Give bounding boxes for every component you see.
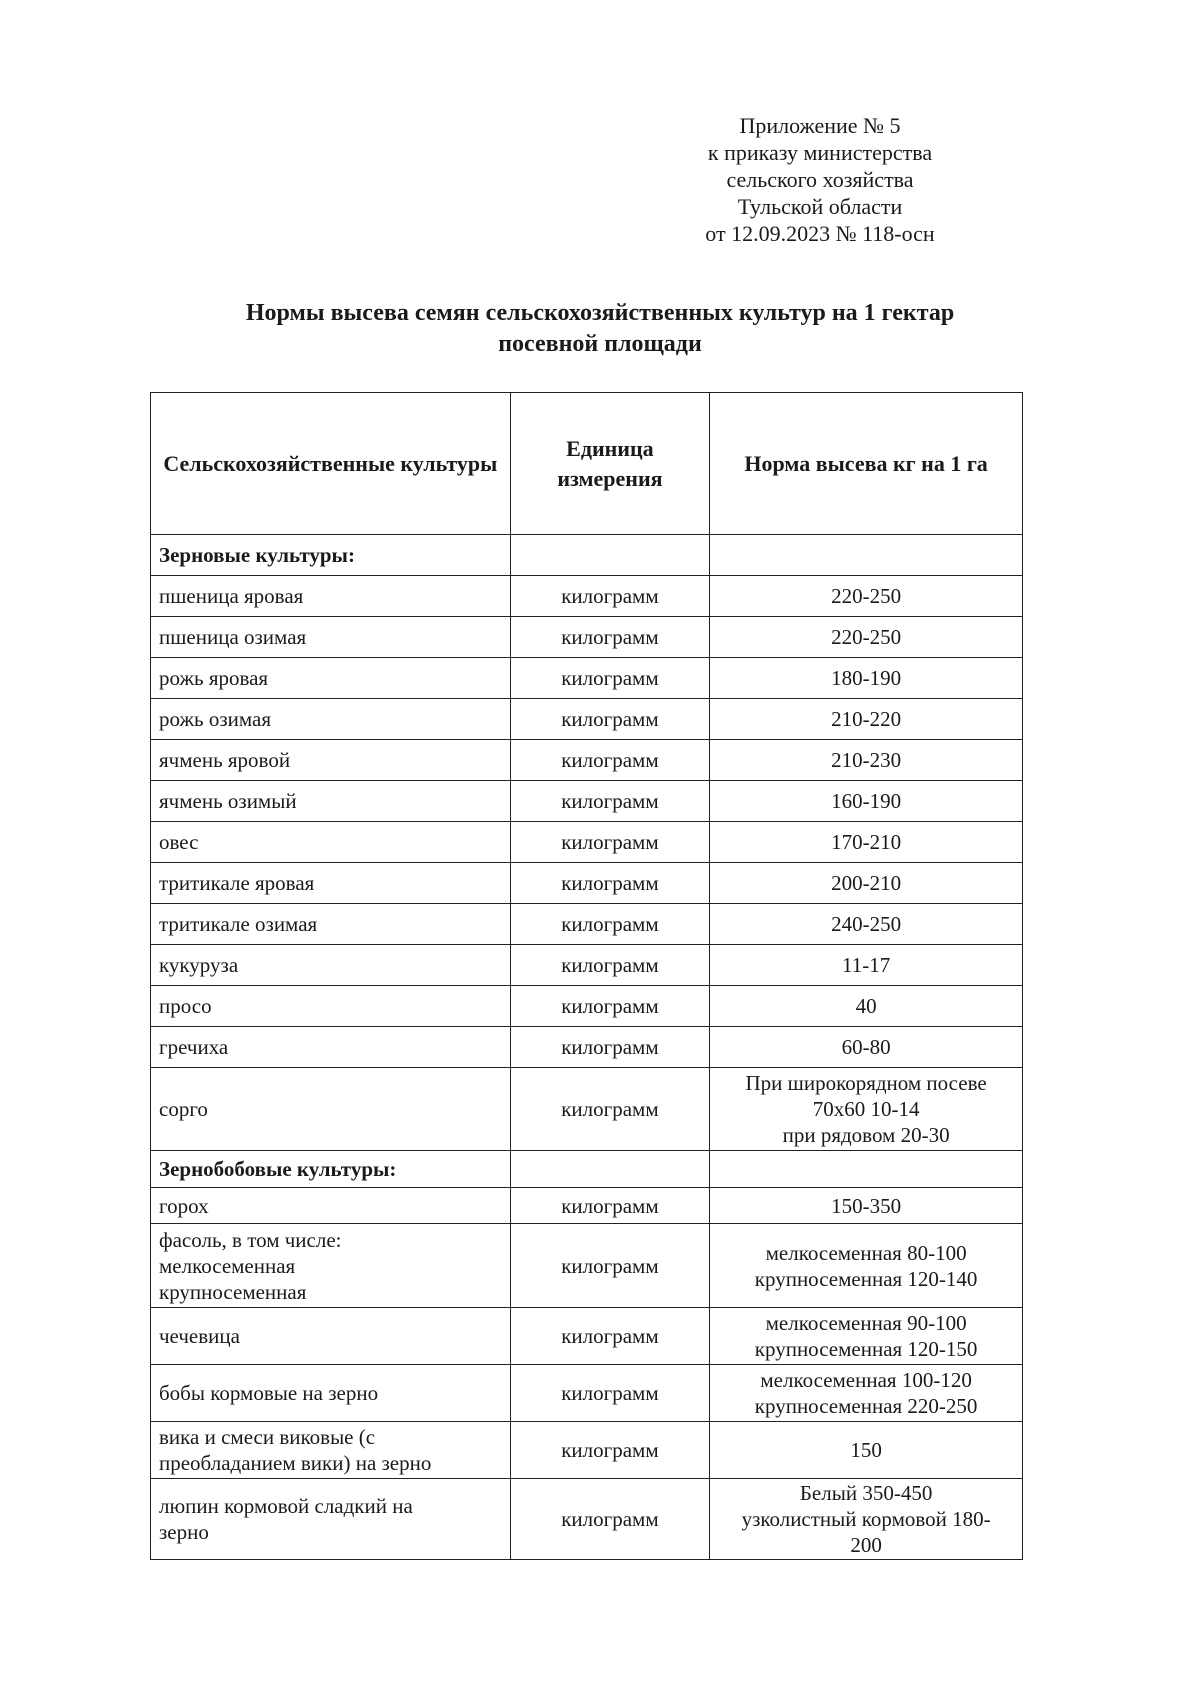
unit-cell: килограмм xyxy=(510,658,710,699)
table-row xyxy=(151,986,1023,1027)
norm-line: крупносеменная 120-150 xyxy=(754,1337,978,1361)
table-row xyxy=(151,1188,1023,1224)
norm-line: 70х60 10-14 xyxy=(812,1097,920,1121)
crop-cell: сорго xyxy=(151,1068,511,1151)
norm-line: узколистный кормовой 180- xyxy=(741,1507,991,1531)
norm-cell xyxy=(710,1308,1023,1365)
table-row-sorgo xyxy=(151,1068,1023,1151)
norm-line: мелкосеменная 80-100 xyxy=(765,1240,967,1265)
unit-cell: килограмм xyxy=(510,1365,710,1422)
norm-cell xyxy=(710,1365,1023,1422)
section-label-grain: Зерновые культуры: xyxy=(151,535,511,576)
norm-cell xyxy=(710,1224,1023,1308)
crop-cell xyxy=(151,1479,511,1560)
header-crop: Сельскохозяйственные культуры xyxy=(151,393,511,535)
crop-line: преобладанием вики) на зерно xyxy=(159,1451,432,1475)
norm-cell: 60-80 xyxy=(710,1027,1023,1068)
norm-cell: 170-210 xyxy=(710,822,1023,863)
norm-cell: 160-190 xyxy=(710,781,1023,822)
empty-cell xyxy=(510,535,710,576)
crop-cell: ячмень озимый xyxy=(151,781,511,822)
crop-cell: гречиха xyxy=(151,1027,511,1068)
norm-cell: 150 xyxy=(710,1422,1023,1479)
empty-cell xyxy=(510,1151,710,1188)
table-row xyxy=(151,617,1023,658)
unit-cell: килограмм xyxy=(510,1308,710,1365)
crop-line: крупносеменная xyxy=(159,1279,307,1304)
norm-line: мелкосеменная 100-120 xyxy=(760,1368,972,1392)
unit-cell: килограмм xyxy=(510,1068,710,1151)
norm-cell: 220-250 xyxy=(710,617,1023,658)
norm-cell xyxy=(710,1068,1023,1151)
crop-line: люпин кормовой сладкий на xyxy=(159,1494,413,1518)
unit-cell: килограмм xyxy=(510,781,710,822)
norm-line: при рядовом 20-30 xyxy=(782,1123,950,1147)
unit-cell: килограмм xyxy=(510,1188,710,1224)
table-row-lupin xyxy=(151,1479,1023,1560)
norm-cell: 40 xyxy=(710,986,1023,1027)
crop-line: зерно xyxy=(159,1520,209,1544)
unit-cell: килограмм xyxy=(510,1224,710,1308)
table-row-vika xyxy=(151,1422,1023,1479)
norm-cell: 220-250 xyxy=(710,576,1023,617)
seeding-norms-table xyxy=(150,392,1023,1560)
norm-line: крупносеменная 120-140 xyxy=(754,1266,978,1291)
table-row-fasol xyxy=(151,1224,1023,1308)
unit-cell: килограмм xyxy=(510,617,710,658)
unit-cell: килограмм xyxy=(510,863,710,904)
table-header-row xyxy=(151,393,1023,535)
crop-cell: ячмень яровой xyxy=(151,740,511,781)
unit-cell: килограмм xyxy=(510,1422,710,1479)
table-row xyxy=(151,822,1023,863)
section-row-grain xyxy=(151,535,1023,576)
table-row xyxy=(151,740,1023,781)
norm-line: Белый 350-450 xyxy=(799,1481,933,1505)
title-line-1: Нормы высева семян сельскохозяйственных культур на 1 гектар xyxy=(245,300,955,326)
crop-line: фасоль, в том числе: xyxy=(159,1227,342,1252)
table-row xyxy=(151,1027,1023,1068)
table-row xyxy=(151,945,1023,986)
table-row xyxy=(151,904,1023,945)
document-title xyxy=(150,298,1050,360)
crop-cell: пшеница яровая xyxy=(151,576,511,617)
crop-cell: овес xyxy=(151,822,511,863)
section-row-legume xyxy=(151,1151,1023,1188)
header-norm: Норма высева кг на 1 га xyxy=(710,393,1023,535)
unit-cell: килограмм xyxy=(510,822,710,863)
appendix-number: Приложение № 5 xyxy=(739,113,901,138)
crop-cell xyxy=(151,1422,511,1479)
norm-line: 200 xyxy=(850,1533,882,1557)
crop-cell: кукуруза xyxy=(151,945,511,986)
table-row xyxy=(151,863,1023,904)
norm-cell: 210-220 xyxy=(710,699,1023,740)
empty-cell xyxy=(710,535,1023,576)
unit-cell: килограмм xyxy=(510,1479,710,1560)
crop-cell: тритикале озимая xyxy=(151,904,511,945)
crop-cell: просо xyxy=(151,986,511,1027)
crop-cell: чечевица xyxy=(151,1308,511,1365)
crop-cell: горох xyxy=(151,1188,511,1224)
norm-cell xyxy=(710,1479,1023,1560)
crop-cell xyxy=(151,1224,511,1308)
appendix-ministry: сельского хозяйства xyxy=(726,167,914,192)
header-unit: Единица измерения xyxy=(510,393,710,535)
norm-cell: 150-350 xyxy=(710,1188,1023,1224)
table-row-chechevitsa xyxy=(151,1308,1023,1365)
appendix-header xyxy=(680,112,960,247)
norm-line: крупносеменная 220-250 xyxy=(754,1394,978,1418)
table-row xyxy=(151,658,1023,699)
crop-line: мелкосеменная xyxy=(159,1253,296,1278)
empty-cell xyxy=(710,1151,1023,1188)
crop-cell: пшеница озимая xyxy=(151,617,511,658)
norm-cell: 240-250 xyxy=(710,904,1023,945)
unit-cell: килограмм xyxy=(510,576,710,617)
section-label-legume: Зернобобовые культуры: xyxy=(151,1151,511,1188)
unit-cell: килограмм xyxy=(510,945,710,986)
table-row xyxy=(151,699,1023,740)
table-row-boby xyxy=(151,1365,1023,1422)
norm-cell: 210-230 xyxy=(710,740,1023,781)
crop-line: вика и смеси виковые (с xyxy=(159,1425,376,1449)
title-line-2: посевной площади xyxy=(498,331,702,357)
table-row xyxy=(151,576,1023,617)
appendix-date-number: от 12.09.2023 № 118-осн xyxy=(705,221,935,246)
unit-cell: килограмм xyxy=(510,699,710,740)
norm-line: При широкорядном посеве xyxy=(745,1071,987,1095)
crop-cell: рожь яровая xyxy=(151,658,511,699)
norm-cell: 200-210 xyxy=(710,863,1023,904)
table-row xyxy=(151,781,1023,822)
crop-cell: рожь озимая xyxy=(151,699,511,740)
norm-line: мелкосеменная 90-100 xyxy=(765,1311,967,1335)
unit-cell: килограмм xyxy=(510,904,710,945)
unit-cell: килограмм xyxy=(510,740,710,781)
norm-cell: 11-17 xyxy=(710,945,1023,986)
unit-cell: килограмм xyxy=(510,1027,710,1068)
crop-cell: тритикале яровая xyxy=(151,863,511,904)
appendix-order-ref: к приказу министерства xyxy=(707,140,933,165)
crop-cell: бобы кормовые на зерно xyxy=(151,1365,511,1422)
norm-cell: 180-190 xyxy=(710,658,1023,699)
appendix-region: Тульской области xyxy=(737,194,903,219)
unit-cell: килограмм xyxy=(510,986,710,1027)
